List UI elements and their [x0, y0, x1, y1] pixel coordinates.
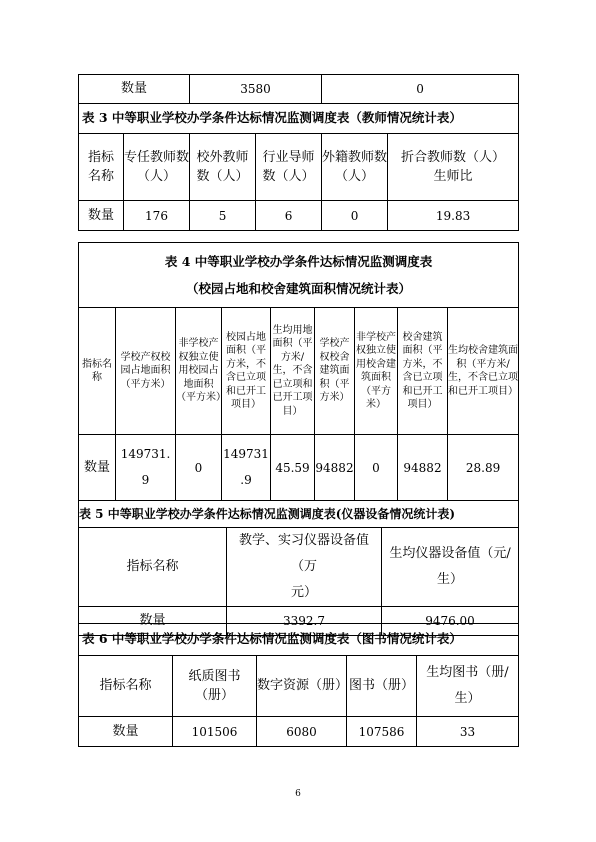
- table5-header-cell: 生均仪器设备值（元/ 生）: [382, 528, 519, 607]
- table4-header-cell: 生均校舍建筑面积（平方米/生，不含已立项和已开工项目）: [448, 308, 519, 435]
- table4-header-cell: 非学校产权独立使用校舍建筑面积（平方米）: [355, 308, 398, 435]
- table6-title: 表 6 中等职业学校办学条件达标情况监测调度表（图书情况统计表）: [79, 624, 519, 656]
- table4-header-cell: 校舍建筑面积（平方米，不含已立项和已开工项目）: [398, 308, 448, 435]
- table5-header-cell: 教学、实习仪器设备值（万 元）: [227, 528, 382, 607]
- table3-header-cell: 行业导师 数（人）: [256, 134, 322, 201]
- page-number: 6: [295, 789, 301, 799]
- table4-header-cell: 学校产权校舍建筑面积（平方米）: [315, 308, 355, 435]
- table6-header-cell: 数字资源（册）: [257, 656, 347, 717]
- prev-row-value-1: 3580: [190, 75, 322, 104]
- table4-header-cell: 学校产权校园占地面积（平方米）: [116, 308, 176, 435]
- prev-row-label: 数量: [79, 75, 190, 104]
- land-building-table: [78, 242, 519, 501]
- table3-header-cell: 折合教师数（人） 生师比: [388, 134, 519, 201]
- prev-table-row: [79, 75, 519, 104]
- table6-header-cell: 图书（册）: [347, 656, 417, 717]
- table4-title: 表 4 中等职业学校办学条件达标情况监测调度表 （校园占地和校舍建筑面积情况统计表）: [79, 243, 519, 308]
- equipment-table: [78, 500, 519, 636]
- table4-header-cell: 校园占地面积（平方米，不含已立项和已开工项目）: [222, 308, 271, 435]
- table5-header-row: [79, 528, 519, 607]
- table3-header-cell: 指标 名称: [79, 134, 124, 201]
- table5-header-cell: 指标名称: [79, 528, 227, 607]
- table4-header-cell: 非学校产权独立使用校园占地面积（平方米）: [176, 308, 222, 435]
- table-row: 数量 3392.7 9476.00: [79, 607, 519, 636]
- library-table: [78, 623, 519, 747]
- table3-title: 表 3 中等职业学校办学条件达标情况监测调度表（教师情况统计表）: [79, 104, 519, 134]
- table3-header-row: [79, 134, 519, 201]
- prev-row-value-2: 0: [322, 75, 519, 104]
- table4-header-cell: 生均用地面积（平方米/生，不含已立项和已开工项目）: [271, 308, 315, 435]
- table4-header-row: [79, 308, 519, 435]
- table6-header-cell: 纸质图书（册）: [173, 656, 257, 717]
- table3-header-cell: 专任教师数 （人）: [124, 134, 190, 201]
- table6-header-row: [79, 656, 519, 717]
- table3-header-cell: 校外教师 数（人）: [190, 134, 256, 201]
- table6-header-cell: 生均图书（册/ 生）: [417, 656, 519, 717]
- table4-header-cell: 指标名称: [79, 308, 116, 435]
- table5-title: 表 5 中等职业学校办学条件达标情况监测调度表(仪器设备情况统计表): [79, 501, 519, 528]
- table-row: 数量 149731. 9 0 149731 .9 45.59 94882 0 94882 28.89: [79, 435, 519, 501]
- table-row: 数量 176 5 6 0 19.83: [79, 201, 519, 231]
- teacher-table: [78, 74, 519, 231]
- table-row: 数量 101506 6080 107586 33: [79, 717, 519, 747]
- table6-header-cell: 指标名称: [79, 656, 173, 717]
- table3-header-cell: 外籍教师数 （人）: [322, 134, 388, 201]
